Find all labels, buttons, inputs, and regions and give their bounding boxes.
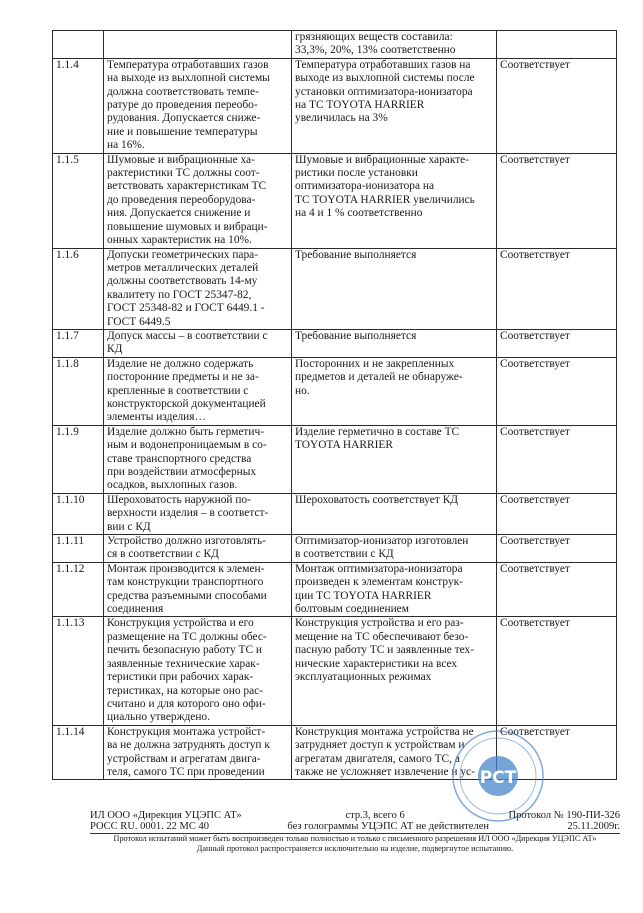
table-row [53, 425, 617, 493]
conclusion-text: Соответствует [497, 425, 617, 493]
actual-result-text: Требование выполняется [292, 329, 497, 357]
conclusion-text: Соответствует [497, 562, 617, 617]
table-row [53, 535, 617, 563]
requirement-text: Конструкция устройства и его размещение на ТС должны обес- печить безопасную работу ТС и заявленные технические харак- теристики при рабочих харак- теристиках, на которые оно рас- считано и для которого оно офи- циально утверждено. [104, 617, 292, 725]
actual-result-text: грязняющих веществ составила: 33,3%, 20%, 13% соответственно [292, 31, 497, 59]
requirement-text: Допуск массы – в соответствии с КД [104, 329, 292, 357]
conclusion-text: Соответствует [497, 153, 617, 248]
actual-result-text: Шероховатость соответствует КД [292, 493, 497, 534]
row-number: 1.1.9 [53, 425, 104, 493]
actual-result-text: Температура отработавших газов на выходе из выхлопной системы после установки оптимизатора-ионизатора на ТС TOYOTA HARRIER увеличилась на 3% [292, 58, 497, 153]
requirement-text: Монтаж производится к элемен- там конструкции транспортного средства разъемными способами соединения [104, 562, 292, 617]
requirement-text: Шумовые и вибрационные ха- рактеристики ТС должны соот- ветствовать характеристикам ТС до проведения переоборудова- ния. Допускается снижение и повышение шумовых и вибраци- онных характеристик на 10%. [104, 153, 292, 248]
requirement-text: Допуски геометрических пара- метров металлических деталей должны соответствовать 14-му квалитету по ГОСТ 25347-82, ГОСТ 25348-82 и ГОСТ 6449.1 - ГОСТ 6449.5 [104, 248, 292, 329]
table-row [53, 617, 617, 725]
conclusion-text: Соответствует [497, 617, 617, 725]
row-number: 1.1.11 [53, 535, 104, 563]
test-results-table [52, 30, 617, 780]
table-row [53, 357, 617, 425]
row-number: 1.1.5 [53, 153, 104, 248]
requirement-text: Шероховатость наружной по- верхности изделия – в соответст- вии с КД [104, 493, 292, 534]
footer-hologram: без голограммы УЦЭПС АТ не действителен [287, 821, 489, 832]
conclusion-text: Соответствует [497, 493, 617, 534]
footer-reg: РОСС RU. 0001. 22 МС 40 [90, 821, 209, 832]
actual-result-text: Конструкция монтажа устройства не затрудняет доступ к устройствам и агрегатам двигателя, самого ТС, а также не усложняет извлечение и ус- [292, 725, 497, 780]
footer-note-copy: Протокол испытаний может быть воспроизведен только полностью и только с письменного разрешения ИЛ ООО «Дирекция УЦЭПС АТ» [113, 834, 597, 843]
actual-result-text: Посторонних и не закрепленных предметов и деталей не обнаруже- но. [292, 357, 497, 425]
actual-result-text: Требование выполняется [292, 248, 497, 329]
conclusion-text: Соответствует [497, 58, 617, 153]
table-body [53, 31, 617, 780]
actual-result-text: Оптимизатор-ионизатор изготовлен в соответствии с КД [292, 535, 497, 563]
requirement-text: Изделие должно быть герметич- ным и водонепроницаемым в со- ставе транспортного средства при воздействии атмосферных осадков, выхлопных газов. [104, 425, 292, 493]
table-row [53, 153, 617, 248]
row-number: 1.1.8 [53, 357, 104, 425]
conclusion-text: Соответствует [497, 248, 617, 329]
footer-org: ИЛ ООО «Дирекция УЦЭПС АТ» [90, 810, 242, 821]
row-number: 1.1.7 [53, 329, 104, 357]
table-row [53, 58, 617, 153]
table-row [53, 248, 617, 329]
requirement-text: Изделие не должно содержать посторонние предметы и не за- крепленные в соответствии с конструкторской документацией элементы изделия… [104, 357, 292, 425]
conclusion-text: Соответствует [497, 725, 617, 780]
footer-page: стр.3, всего 6 [345, 810, 405, 821]
footer-date: 25.11.2009г. [567, 821, 620, 832]
requirement-text: Конструкция монтажа устройст- ва не должна затруднять доступ к устройствам и агрегатам двига- теля, самого ТС при проведении [104, 725, 292, 780]
requirement-text [104, 31, 292, 59]
stamp-logo: РСТ [479, 768, 517, 788]
row-number: 1.1.6 [53, 248, 104, 329]
actual-result-text: Конструкция устройства и его раз- мещение на ТС обеспечивают безо- пасную работу ТС и заявленные тех- нические характеристики на всех эксплуатационных режимах [292, 617, 497, 725]
actual-result-text: Монтаж оптимизатора-ионизатора произведен к элементам конструк- ции ТС TOYOTA HARRIER болтовым соединением [292, 562, 497, 617]
table-row [53, 562, 617, 617]
footer-note-scope: Данный протокол распространяется исключительно на изделие, подвергнутое испытанию. [196, 844, 514, 853]
table-row [53, 31, 617, 59]
row-number: 1.1.12 [53, 562, 104, 617]
row-number: 1.1.4 [53, 58, 104, 153]
actual-result-text: Изделие герметично в составе ТС TOYOTA HARRIER [292, 425, 497, 493]
row-number: 1.1.14 [53, 725, 104, 780]
conclusion-text: Соответствует [497, 357, 617, 425]
conclusion-text: Соответствует [497, 535, 617, 563]
table-row [53, 329, 617, 357]
conclusion-text [497, 31, 617, 59]
row-number: 1.1.13 [53, 617, 104, 725]
footer-protocol: Протокол № 190-ПИ-326 [508, 810, 620, 821]
page-footer [90, 810, 620, 854]
requirement-text: Температура отработавших газов на выходе из выхлопной системы должна соответствовать темпе- ратуре до проведения переобо- рудования. Допускается сниже- ние и повышение температуры на 16%. [104, 58, 292, 153]
requirement-text: Устройство должно изготовлять- ся в соответствии с КД [104, 535, 292, 563]
table-row [53, 493, 617, 534]
conclusion-text: Соответствует [497, 329, 617, 357]
actual-result-text: Шумовые и вибрационные характе- ристики после установки оптимизатора-ионизатора на ТС TOYOTA HARRIER увеличились на 4 и 1 % соответственно [292, 153, 497, 248]
row-number: 1.1.10 [53, 493, 104, 534]
row-number [53, 31, 104, 59]
